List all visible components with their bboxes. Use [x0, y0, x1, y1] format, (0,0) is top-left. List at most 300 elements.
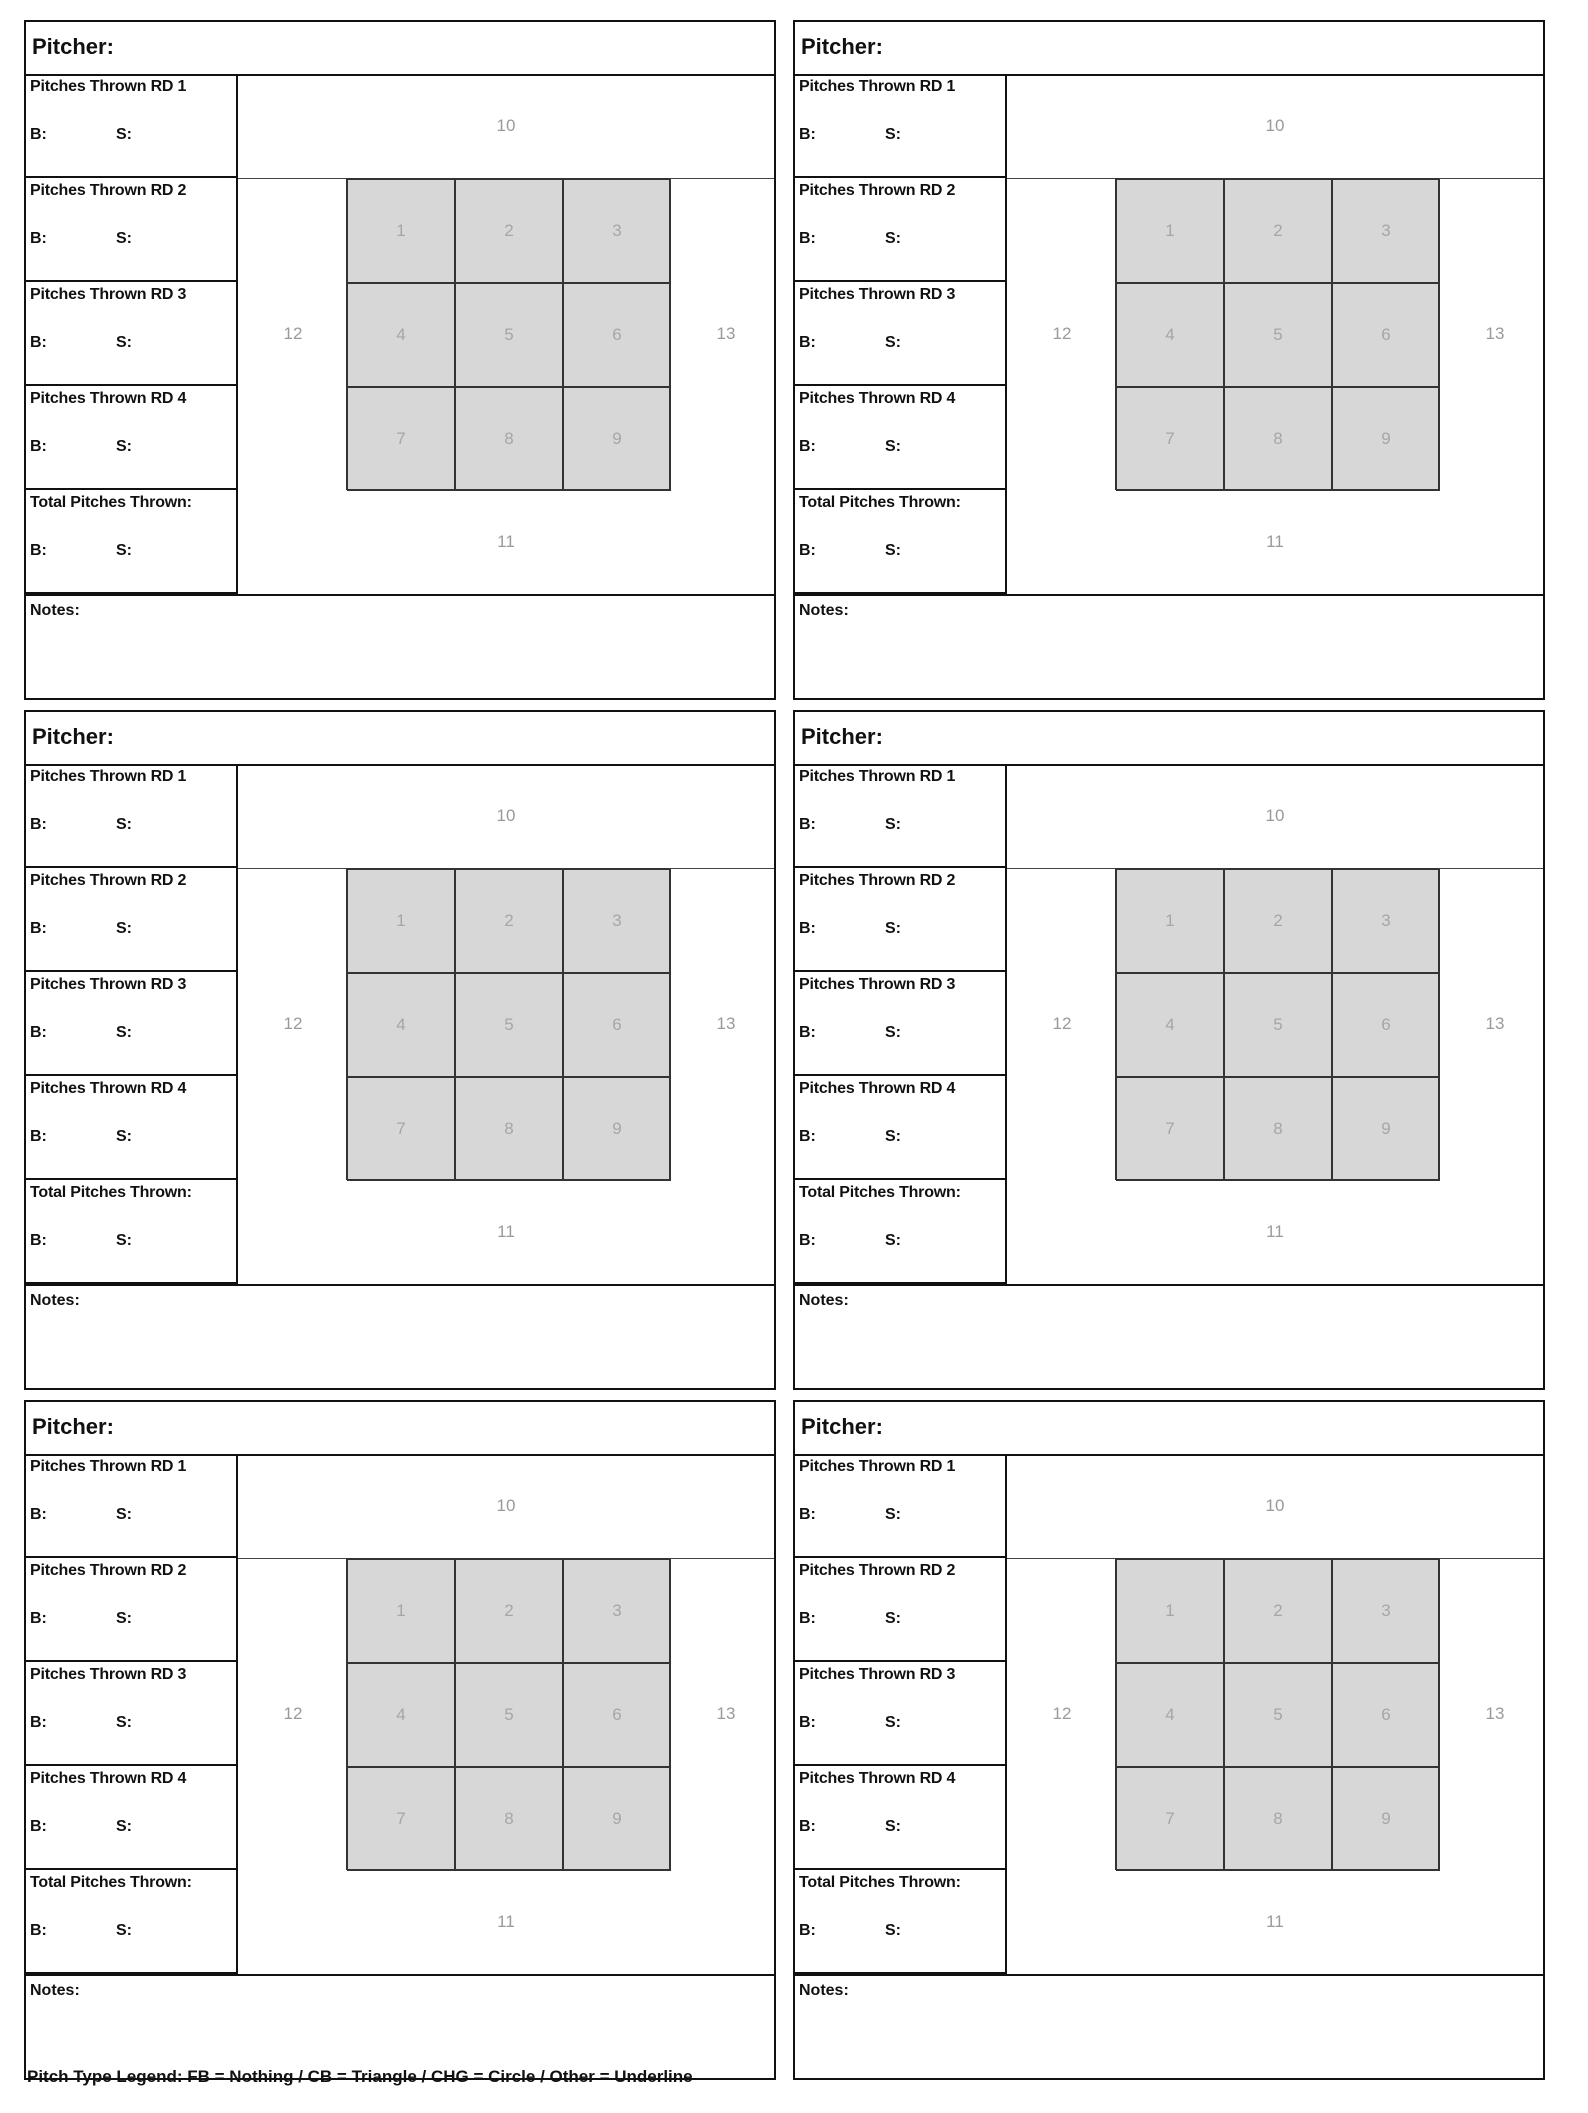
- strike-zone-cell: [1116, 283, 1224, 387]
- zone-number-11: 11: [1266, 1222, 1284, 1241]
- balls-label: B:: [799, 1128, 816, 1145]
- zone-number: 1: [1165, 911, 1175, 930]
- round-4-count: [26, 1076, 238, 1180]
- zone-number-11: 11: [497, 1222, 515, 1241]
- zone-number: 6: [1381, 1705, 1391, 1724]
- zone-below: [238, 1870, 774, 1975]
- zone-number-11: 11: [497, 1912, 515, 1931]
- zone-number: 2: [504, 1601, 514, 1620]
- round-1-count: [26, 764, 238, 868]
- balls-label: B:: [30, 920, 47, 937]
- row-title: Total Pitches Thrown:: [799, 1184, 961, 1201]
- total-pitches-count: [26, 1180, 238, 1284]
- strike-zone-cell: [1116, 387, 1224, 491]
- strike-zone-grid: [346, 178, 670, 490]
- zone-above: [238, 1454, 774, 1559]
- round-2-count: [795, 178, 1007, 282]
- row-title: Pitches Thrown RD 2: [30, 872, 187, 889]
- strikes-label: S:: [116, 1232, 132, 1249]
- round-4-count: [26, 1766, 238, 1870]
- strike-zone-cell: [563, 1559, 671, 1663]
- strikes-label: S:: [885, 1506, 901, 1523]
- zone-number-10: 10: [496, 116, 516, 135]
- zone-number: 3: [612, 1601, 622, 1620]
- strike-zone-grid: [1115, 1558, 1439, 1870]
- row-title: Pitches Thrown RD 3: [30, 286, 187, 303]
- strike-zone-cell: [455, 869, 563, 973]
- strikes-label: S:: [116, 1818, 132, 1835]
- row-title: Pitches Thrown RD 3: [799, 286, 956, 303]
- zone-number: 4: [1165, 1705, 1175, 1724]
- strike-zone-cell: [1332, 1663, 1440, 1767]
- row-title: Pitches Thrown RD 1: [30, 1458, 187, 1475]
- balls-label: B:: [30, 1506, 47, 1523]
- strike-zone-cell: [347, 1077, 455, 1181]
- strikes-label: S:: [885, 1922, 901, 1939]
- zone-number-12: 12: [1052, 324, 1072, 343]
- strike-zone-cell: [347, 1663, 455, 1767]
- zone-number: 4: [396, 1015, 406, 1034]
- row-title: Pitches Thrown RD 1: [30, 768, 187, 785]
- zone-above: [1007, 764, 1543, 869]
- zone-number: 8: [504, 429, 514, 448]
- row-title: Pitches Thrown RD 2: [799, 1562, 956, 1579]
- strike-zone-cell: [1224, 387, 1332, 491]
- strike-zone-cell: [1332, 179, 1440, 283]
- strike-zone-cell: [563, 283, 671, 387]
- notes-label: Notes:: [30, 1292, 80, 1309]
- strike-zone-cell: [455, 1559, 563, 1663]
- round-3-count: [795, 1662, 1007, 1766]
- balls-label: B:: [799, 920, 816, 937]
- strike-zone-cell: [347, 283, 455, 387]
- zone-number-13: 13: [1485, 1014, 1505, 1033]
- row-title: Pitches Thrown RD 2: [30, 1562, 187, 1579]
- balls-label: B:: [30, 1818, 47, 1835]
- zone-number-10: 10: [1265, 116, 1285, 135]
- strike-zone-cell: [1116, 179, 1224, 283]
- pitch-type-legend: Pitch Type Legend: FB = Nothing / CB = Triangle / CHG = Circle / Other = Underline: [27, 2067, 693, 2086]
- strike-zone-cell: [1224, 869, 1332, 973]
- zone-number-12: 12: [1052, 1704, 1072, 1723]
- zone-below: [238, 490, 774, 595]
- zone-number: 3: [1381, 911, 1391, 930]
- strikes-label: S:: [885, 1128, 901, 1145]
- round-2-count: [795, 868, 1007, 972]
- zone-number: 7: [396, 1809, 406, 1828]
- round-2-count: [26, 1558, 238, 1662]
- zone-number: 5: [504, 1705, 514, 1724]
- row-title: Total Pitches Thrown:: [799, 494, 961, 511]
- notes-label: Notes:: [799, 1982, 849, 1999]
- zone-number: 8: [504, 1809, 514, 1828]
- zone-number: 4: [396, 1705, 406, 1724]
- strikes-label: S:: [885, 438, 901, 455]
- notes-section: [26, 1284, 774, 1388]
- strikes-label: S:: [885, 920, 901, 937]
- zone-number: 4: [396, 325, 406, 344]
- zone-number: 5: [504, 1015, 514, 1034]
- total-pitches-count: [795, 1180, 1007, 1284]
- row-title: Total Pitches Thrown:: [799, 1874, 961, 1891]
- zone-above: [1007, 1454, 1543, 1559]
- zone-number: 8: [1273, 1809, 1283, 1828]
- strikes-label: S:: [116, 1714, 132, 1731]
- row-title: Total Pitches Thrown:: [30, 494, 192, 511]
- strike-zone-grid: [1115, 178, 1439, 490]
- round-3-count: [795, 282, 1007, 386]
- round-4-count: [26, 386, 238, 490]
- zone-number: 8: [1273, 429, 1283, 448]
- balls-label: B:: [799, 1922, 816, 1939]
- pitcher-header: [26, 1402, 774, 1456]
- balls-label: B:: [799, 126, 816, 143]
- pitcher-label: Pitcher:: [32, 34, 114, 59]
- strike-zone-cell: [1332, 387, 1440, 491]
- balls-label: B:: [30, 542, 47, 559]
- notes-section: [795, 1974, 1543, 2078]
- zone-number: 3: [612, 221, 622, 240]
- zone-number: 9: [612, 1809, 622, 1828]
- zone-number-13: 13: [716, 1704, 736, 1723]
- zone-number: 8: [1273, 1119, 1283, 1138]
- strike-zone-cell: [563, 1767, 671, 1871]
- zone-number-11: 11: [1266, 532, 1284, 551]
- strike-zone-cell: [563, 387, 671, 491]
- strike-zone-cell: [455, 1077, 563, 1181]
- round-4-count: [795, 1076, 1007, 1180]
- zone-number-13: 13: [716, 1014, 736, 1033]
- zone-number-10: 10: [1265, 1496, 1285, 1515]
- balls-label: B:: [799, 816, 816, 833]
- row-title: Pitches Thrown RD 2: [799, 872, 956, 889]
- zone-number: 7: [1165, 1119, 1175, 1138]
- strike-zone-cell: [563, 869, 671, 973]
- zone-number: 1: [396, 911, 406, 930]
- strike-zone-cell: [1332, 283, 1440, 387]
- zone-number: 2: [504, 911, 514, 930]
- total-pitches-count: [26, 490, 238, 594]
- row-title: Pitches Thrown RD 1: [799, 1458, 956, 1475]
- strikes-label: S:: [116, 1610, 132, 1627]
- row-title: Pitches Thrown RD 1: [30, 78, 187, 95]
- strike-zone-grid: [346, 1558, 670, 1870]
- zone-above: [238, 764, 774, 869]
- strikes-label: S:: [885, 334, 901, 351]
- row-title: Total Pitches Thrown:: [30, 1184, 192, 1201]
- pitcher-label: Pitcher:: [801, 34, 883, 59]
- balls-label: B:: [799, 1232, 816, 1249]
- round-3-count: [26, 1662, 238, 1766]
- zone-number-12: 12: [283, 1704, 303, 1723]
- row-title: Pitches Thrown RD 3: [30, 976, 187, 993]
- strike-zone-cell: [563, 973, 671, 1077]
- zone-number-11: 11: [1266, 1912, 1284, 1931]
- zone-number-11: 11: [497, 532, 515, 551]
- zone-number: 6: [612, 1015, 622, 1034]
- strike-zone-cell: [1116, 1077, 1224, 1181]
- strike-zone-cell: [1332, 973, 1440, 1077]
- strikes-label: S:: [116, 1922, 132, 1939]
- zone-number-10: 10: [496, 1496, 516, 1515]
- pitcher-header: [795, 712, 1543, 766]
- zone-number: 9: [1381, 1809, 1391, 1828]
- zone-number: 7: [1165, 1809, 1175, 1828]
- pitcher-card: [793, 710, 1545, 1390]
- balls-label: B:: [30, 1232, 47, 1249]
- strikes-label: S:: [116, 230, 132, 247]
- strike-zone-cell: [455, 387, 563, 491]
- strike-zone-grid: [1115, 868, 1439, 1180]
- round-2-count: [795, 1558, 1007, 1662]
- zone-below: [1007, 490, 1543, 595]
- row-title: Pitches Thrown RD 3: [799, 976, 956, 993]
- pitcher-card: [793, 1400, 1545, 2080]
- row-title: Total Pitches Thrown:: [30, 1874, 192, 1891]
- zone-number: 1: [396, 221, 406, 240]
- strike-zone-grid: [346, 868, 670, 1180]
- strike-zone-cell: [347, 973, 455, 1077]
- round-4-count: [795, 1766, 1007, 1870]
- round-3-count: [26, 282, 238, 386]
- zone-number: 8: [504, 1119, 514, 1138]
- round-1-count: [795, 74, 1007, 178]
- zone-number: 1: [1165, 1601, 1175, 1620]
- zone-below: [238, 1180, 774, 1285]
- strike-zone-cell: [1224, 1663, 1332, 1767]
- round-1-count: [795, 764, 1007, 868]
- round-2-count: [26, 868, 238, 972]
- pitcher-header: [26, 712, 774, 766]
- strike-zone-cell: [1224, 179, 1332, 283]
- strike-zone-cell: [1224, 283, 1332, 387]
- strike-zone-cell: [347, 179, 455, 283]
- pitcher-card: [24, 20, 776, 700]
- strike-zone-cell: [347, 387, 455, 491]
- balls-label: B:: [799, 1024, 816, 1041]
- strike-zone-cell: [347, 1559, 455, 1663]
- pitcher-card: [793, 20, 1545, 700]
- row-title: Pitches Thrown RD 4: [30, 1770, 187, 1787]
- zone-below: [1007, 1180, 1543, 1285]
- strikes-label: S:: [116, 334, 132, 351]
- zone-number: 7: [1165, 429, 1175, 448]
- strike-zone-cell: [1332, 1767, 1440, 1871]
- zone-number: 4: [1165, 1015, 1175, 1034]
- zone-number: 6: [1381, 1015, 1391, 1034]
- zone-number: 5: [1273, 1705, 1283, 1724]
- zone-number-13: 13: [716, 324, 736, 343]
- row-title: Pitches Thrown RD 2: [30, 182, 187, 199]
- balls-label: B:: [30, 1128, 47, 1145]
- balls-label: B:: [30, 1024, 47, 1041]
- notes-label: Notes:: [799, 602, 849, 619]
- zone-number-13: 13: [1485, 1704, 1505, 1723]
- balls-label: B:: [30, 1610, 47, 1627]
- zone-number: 6: [1381, 325, 1391, 344]
- row-title: Pitches Thrown RD 4: [799, 1770, 956, 1787]
- strike-zone-cell: [455, 1767, 563, 1871]
- zone-number: 2: [504, 221, 514, 240]
- strikes-label: S:: [885, 816, 901, 833]
- strikes-label: S:: [885, 542, 901, 559]
- round-1-count: [26, 1454, 238, 1558]
- zone-number-12: 12: [283, 324, 303, 343]
- row-title: Pitches Thrown RD 1: [799, 78, 956, 95]
- strike-zone-cell: [1116, 973, 1224, 1077]
- row-title: Pitches Thrown RD 4: [799, 1080, 956, 1097]
- row-title: Pitches Thrown RD 4: [30, 1080, 187, 1097]
- strike-zone-cell: [455, 1663, 563, 1767]
- total-pitches-count: [795, 490, 1007, 594]
- balls-label: B:: [30, 334, 47, 351]
- zone-number: 9: [612, 429, 622, 448]
- zone-number: 1: [1165, 221, 1175, 240]
- pitcher-header: [795, 1402, 1543, 1456]
- zone-number: 3: [612, 911, 622, 930]
- balls-label: B:: [799, 1506, 816, 1523]
- balls-label: B:: [799, 230, 816, 247]
- zone-below: [1007, 1870, 1543, 1975]
- balls-label: B:: [30, 438, 47, 455]
- pitcher-header: [26, 22, 774, 76]
- zone-number-10: 10: [496, 806, 516, 825]
- zone-number: 9: [1381, 429, 1391, 448]
- zone-number: 2: [1273, 911, 1283, 930]
- zone-above: [1007, 74, 1543, 179]
- notes-section: [795, 594, 1543, 698]
- pitcher-card: [24, 1400, 776, 2080]
- strikes-label: S:: [116, 1128, 132, 1145]
- zone-number-12: 12: [283, 1014, 303, 1033]
- strike-zone-cell: [1332, 1559, 1440, 1663]
- zone-above: [238, 74, 774, 179]
- balls-label: B:: [30, 816, 47, 833]
- balls-label: B:: [30, 1922, 47, 1939]
- balls-label: B:: [799, 1818, 816, 1835]
- zone-number: 4: [1165, 325, 1175, 344]
- strikes-label: S:: [885, 230, 901, 247]
- zone-number: 9: [612, 1119, 622, 1138]
- total-pitches-count: [795, 1870, 1007, 1974]
- zone-number: 2: [1273, 221, 1283, 240]
- row-title: Pitches Thrown RD 2: [799, 182, 956, 199]
- strikes-label: S:: [116, 1506, 132, 1523]
- strike-zone-cell: [455, 283, 563, 387]
- strike-zone-cell: [563, 1663, 671, 1767]
- row-title: Pitches Thrown RD 1: [799, 768, 956, 785]
- pitcher-header: [795, 22, 1543, 76]
- strike-zone-cell: [563, 1077, 671, 1181]
- round-2-count: [26, 178, 238, 282]
- notes-section: [26, 594, 774, 698]
- notes-section: [26, 1974, 774, 2078]
- zone-number: 5: [504, 325, 514, 344]
- balls-label: B:: [799, 542, 816, 559]
- round-3-count: [26, 972, 238, 1076]
- zone-number-10: 10: [1265, 806, 1285, 825]
- round-1-count: [26, 74, 238, 178]
- balls-label: B:: [799, 438, 816, 455]
- strike-zone-cell: [347, 1767, 455, 1871]
- strike-zone-cell: [1224, 1077, 1332, 1181]
- strike-zone-cell: [455, 973, 563, 1077]
- row-title: Pitches Thrown RD 3: [30, 1666, 187, 1683]
- round-4-count: [795, 386, 1007, 490]
- zone-number-12: 12: [1052, 1014, 1072, 1033]
- balls-label: B:: [30, 1714, 47, 1731]
- row-title: Pitches Thrown RD 3: [799, 1666, 956, 1683]
- balls-label: B:: [30, 126, 47, 143]
- strikes-label: S:: [116, 542, 132, 559]
- strike-zone-cell: [1224, 1767, 1332, 1871]
- notes-label: Notes:: [30, 1982, 80, 1999]
- zone-number: 1: [396, 1601, 406, 1620]
- strikes-label: S:: [885, 1232, 901, 1249]
- strike-zone-cell: [1332, 869, 1440, 973]
- strike-zone-cell: [347, 869, 455, 973]
- strikes-label: S:: [116, 438, 132, 455]
- strike-zone-cell: [1116, 869, 1224, 973]
- zone-number: 5: [1273, 1015, 1283, 1034]
- pitcher-label: Pitcher:: [801, 1414, 883, 1439]
- strikes-label: S:: [116, 1024, 132, 1041]
- balls-label: B:: [30, 230, 47, 247]
- zone-number: 7: [396, 1119, 406, 1138]
- strikes-label: S:: [885, 1818, 901, 1835]
- zone-number: 3: [1381, 1601, 1391, 1620]
- strike-zone-cell: [1332, 1077, 1440, 1181]
- zone-number: 5: [1273, 325, 1283, 344]
- strike-zone-cell: [1116, 1559, 1224, 1663]
- pitcher-label: Pitcher:: [32, 724, 114, 749]
- strike-zone-cell: [455, 179, 563, 283]
- notes-label: Notes:: [30, 602, 80, 619]
- strike-zone-cell: [1224, 973, 1332, 1077]
- strike-zone-cell: [1116, 1767, 1224, 1871]
- strikes-label: S:: [885, 1610, 901, 1627]
- strike-zone-cell: [1116, 1663, 1224, 1767]
- row-title: Pitches Thrown RD 4: [799, 390, 956, 407]
- notes-section: [795, 1284, 1543, 1388]
- round-3-count: [795, 972, 1007, 1076]
- strike-zone-cell: [563, 179, 671, 283]
- pitcher-label: Pitcher:: [32, 1414, 114, 1439]
- strikes-label: S:: [885, 1714, 901, 1731]
- zone-number: 2: [1273, 1601, 1283, 1620]
- zone-number: 3: [1381, 221, 1391, 240]
- balls-label: B:: [799, 334, 816, 351]
- strikes-label: S:: [116, 920, 132, 937]
- strikes-label: S:: [116, 126, 132, 143]
- strikes-label: S:: [116, 816, 132, 833]
- round-1-count: [795, 1454, 1007, 1558]
- strike-zone-cell: [1224, 1559, 1332, 1663]
- notes-label: Notes:: [799, 1292, 849, 1309]
- zone-number: 6: [612, 325, 622, 344]
- strikes-label: S:: [885, 1024, 901, 1041]
- total-pitches-count: [26, 1870, 238, 1974]
- balls-label: B:: [799, 1714, 816, 1731]
- strikes-label: S:: [885, 126, 901, 143]
- pitcher-card: [24, 710, 776, 1390]
- row-title: Pitches Thrown RD 4: [30, 390, 187, 407]
- zone-number: 6: [612, 1705, 622, 1724]
- pitcher-label: Pitcher:: [801, 724, 883, 749]
- zone-number: 9: [1381, 1119, 1391, 1138]
- zone-number: 7: [396, 429, 406, 448]
- balls-label: B:: [799, 1610, 816, 1627]
